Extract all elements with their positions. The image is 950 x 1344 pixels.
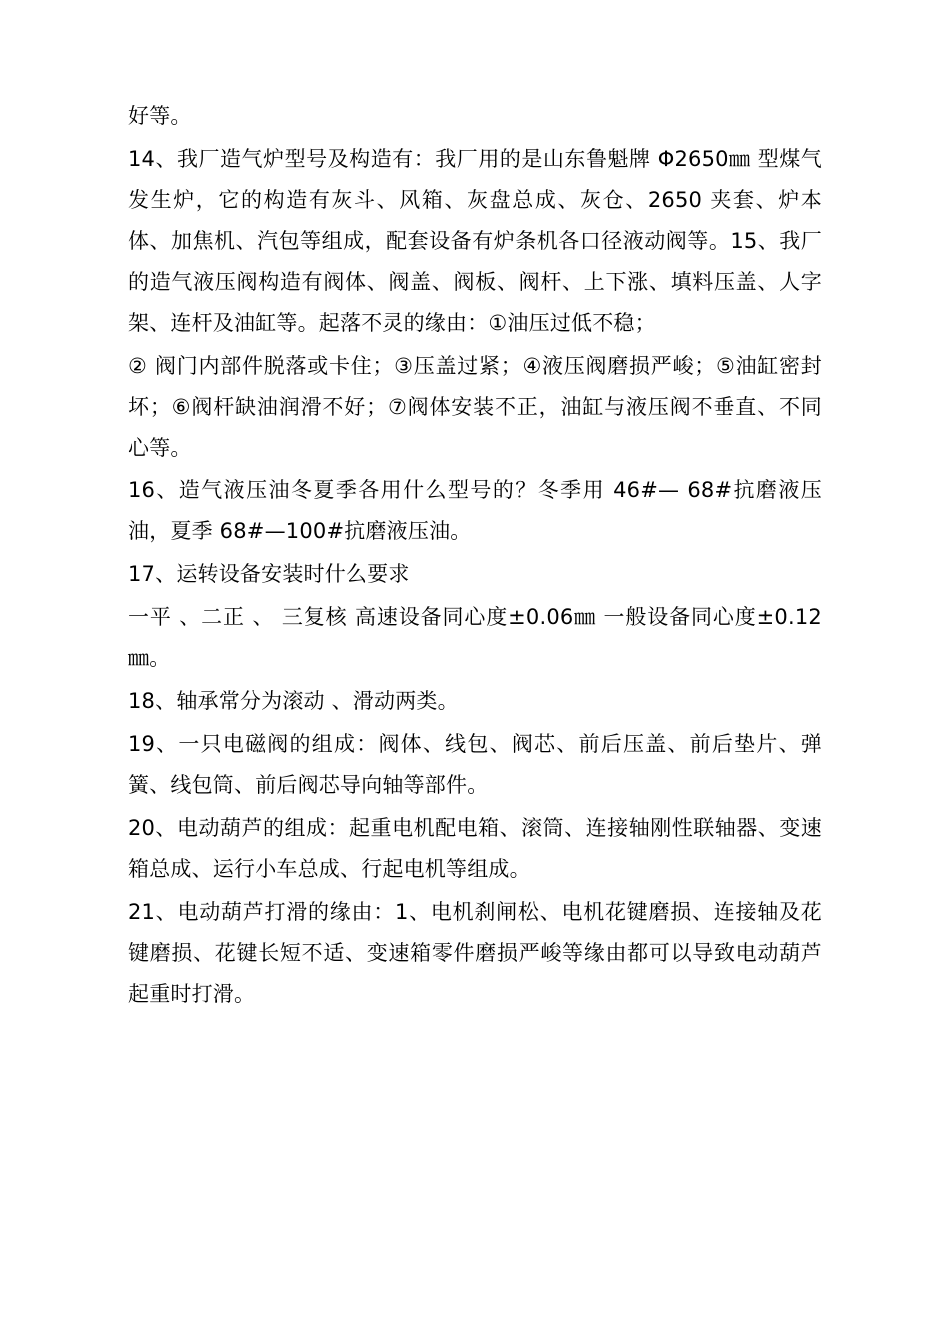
- paragraph: 好等。: [128, 104, 192, 128]
- document-body: [128, 96, 822, 1015]
- paragraph: 16、造气液压油冬夏季各用什么型号的？冬季用 46#— 68#抗磨液压油，夏季 68#—100#抗磨液压油。: [128, 478, 822, 544]
- paragraph: 14、我厂造气炉型号及构造有：我厂用的是山东鲁魁牌 Φ2650㎜ 型煤气发生炉，它的构造有灰斗、风箱、灰盘总成、灰仓、2650 夹套、炉本体、加焦机、汽包等组成，配套设备有炉条机各口径液动阀等。15、我厂的造气液压阀构造有阀体、阀盖、阀板、阀杆、上下涨、填料压盖、人字架、连杆及油缸等。起落不灵的缘由：①油压过低不稳；: [128, 146, 822, 335]
- paragraph: 18、轴承常分为滚动 、滑动两类。: [128, 689, 459, 714]
- paragraph: 17、运转设备安装时什么要求: [128, 562, 410, 587]
- paragraph: 20、电动葫芦的组成：起重电机配电箱、滚筒、连接轴刚性联轴器、变速箱总成、运行小车总成、行起电机等组成。: [128, 815, 822, 881]
- paragraph: 21、电动葫芦打滑的缘由：1、电机刹闸松、电机花键磨损、连接轴及花键磨损、花键长短不适、变速箱零件磨损严峻等缘由都可以导致电动葫芦起重时打滑。: [128, 899, 822, 1006]
- paragraph: ② 阀门内部件脱落或卡住；③压盖过紧；④液压阀磨损严峻；⑤油缸密封坏；⑥阀杆缺油润滑不好；⑦阀体安装不正，油缸与液压阀不垂直、不同心等。: [128, 353, 822, 460]
- paragraph: 一平 、二正 、 三复核 高速设备同心度±0.06㎜ 一般设备同心度±0.12㎜。: [128, 605, 822, 671]
- paragraph: 19、一只电磁阀的组成：阀体、线包、阀芯、前后压盖、前后垫片、弹簧、线包筒、前后阀芯导向轴等部件。: [128, 732, 822, 797]
